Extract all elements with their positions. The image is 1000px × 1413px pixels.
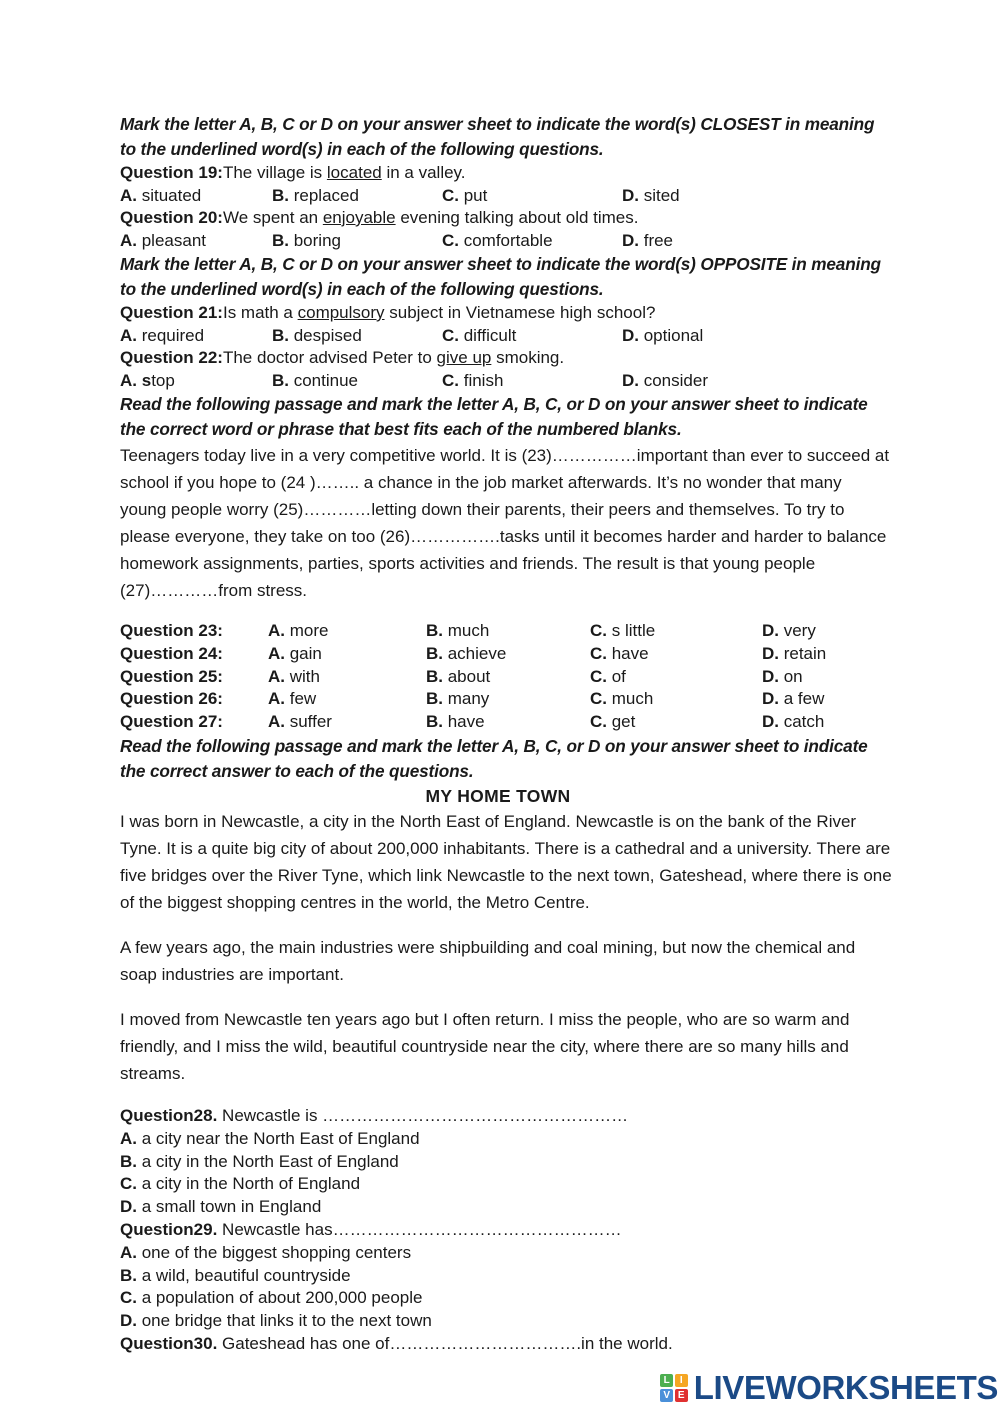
option-b[interactable] bbox=[272, 370, 442, 393]
question-24-row bbox=[120, 643, 892, 666]
instruction-cloze-passage: Read the following passage and mark the letter A, B, C, or D on your answer sheet to indicate the correct word or phrase that best fits each of the numbered blanks. bbox=[120, 394, 868, 439]
question-20-options bbox=[120, 230, 892, 253]
option-d[interactable] bbox=[762, 666, 803, 689]
option-a-letter: A. bbox=[120, 1128, 137, 1148]
option-a[interactable] bbox=[268, 688, 426, 711]
question-23-row bbox=[120, 620, 892, 643]
option-a-text: a city near the North East of England bbox=[137, 1128, 420, 1148]
logo-block-l: L bbox=[660, 1374, 673, 1387]
option-d-text: retain bbox=[779, 643, 827, 663]
question-22-underlined: give up bbox=[436, 348, 492, 367]
option-b-text: replaced bbox=[289, 185, 359, 205]
question-20-stem bbox=[120, 207, 892, 230]
option-c-letter: C. bbox=[590, 712, 607, 732]
option-a[interactable] bbox=[268, 620, 426, 643]
option-d[interactable] bbox=[762, 711, 824, 734]
option-b[interactable] bbox=[426, 688, 590, 711]
question-22-label: Question 22: bbox=[120, 348, 223, 367]
option-d-text: sited bbox=[639, 185, 680, 205]
question-23-label: Question 23: bbox=[120, 621, 223, 640]
cloze-passage-text: Teenagers today live in a very competitive world. It is (23)……………important than ever to succeed at school if you hope to (24 )…….. a chance in the job market afterwards. It’s no wonder that many young people worry (25)…………letting down their parents, their peers and themselves. To try to please everyone, they take on too (26)…………….tasks until it becomes harder and harder to balance homework assignments, parties, sports activities and friends. The result is that young people (27)…………from stress. bbox=[120, 446, 890, 600]
option-a-letter: A. bbox=[268, 621, 285, 640]
option-a-letter: A. bbox=[268, 689, 285, 709]
option-d-text: very bbox=[779, 621, 816, 640]
option-d-text: on bbox=[779, 666, 803, 686]
logo-block-e: E bbox=[675, 1389, 688, 1402]
option-a-text: more bbox=[285, 621, 329, 640]
question-26-row bbox=[120, 688, 892, 711]
question-21-label: Question 21: bbox=[120, 303, 223, 322]
option-a-text: pleasant bbox=[137, 230, 206, 250]
option-c-letter: C. bbox=[590, 666, 607, 686]
question-30-label: Question30. bbox=[120, 1333, 218, 1353]
question-27-row bbox=[120, 711, 892, 734]
option-c-text: comfortable bbox=[459, 230, 553, 250]
question-25-label: Question 25: bbox=[120, 666, 223, 686]
liveworksheets-logo[interactable] bbox=[660, 1369, 998, 1407]
option-a-letter: A. bbox=[268, 666, 285, 686]
option-c-text: much bbox=[607, 689, 654, 709]
option-b-text: have bbox=[443, 712, 485, 732]
option-d-text: optional bbox=[639, 325, 704, 345]
question-25-row bbox=[120, 666, 892, 689]
option-b-letter: B. bbox=[426, 712, 443, 732]
option-a[interactable] bbox=[120, 325, 272, 348]
question-19-stem-after: in a valley. bbox=[381, 163, 466, 182]
question-26-label: Question 26: bbox=[120, 689, 223, 709]
reading-paragraph-2: A few years ago, the main industries were shipbuilding and coal mining, but now the chemical and soap industries are important. bbox=[120, 937, 856, 984]
option-b[interactable] bbox=[426, 666, 590, 689]
option-c-text: get bbox=[607, 712, 636, 732]
logo-wordmark: LIVEWORKSHEETS bbox=[693, 1369, 998, 1406]
option-a[interactable] bbox=[120, 230, 272, 253]
question-19-label: Question 19: bbox=[120, 163, 223, 182]
option-c-text: difficult bbox=[459, 325, 517, 345]
option-b-letter: B. bbox=[120, 1265, 137, 1285]
option-a-text: top bbox=[151, 370, 175, 390]
option-d-text: consider bbox=[639, 370, 708, 390]
option-a-letter: A. bbox=[120, 230, 137, 250]
option-d-letter: D. bbox=[762, 712, 779, 732]
option-c[interactable] bbox=[590, 620, 762, 643]
option-c-letter: C. bbox=[442, 185, 459, 205]
question-29-option-b[interactable] bbox=[120, 1265, 892, 1288]
reading-paragraph-3: I moved from Newcastle ten years ago but I often return. I miss the people, who are so warm and friendly, and I miss the wild, beautiful countryside near the city, where there are so many hills and streams. bbox=[120, 1009, 850, 1083]
option-b-text: continue bbox=[289, 370, 358, 390]
option-a-text: required bbox=[137, 325, 205, 345]
option-d-letter: D. bbox=[762, 666, 779, 686]
question-29-option-a[interactable] bbox=[120, 1242, 892, 1265]
option-c-letter: C. bbox=[442, 230, 459, 250]
option-a-text: with bbox=[285, 666, 320, 686]
option-a[interactable] bbox=[268, 666, 426, 689]
option-a-letter: A. bbox=[268, 643, 285, 663]
question-29-stem-text: Newcastle has…………………………………………… bbox=[217, 1219, 622, 1239]
option-b[interactable] bbox=[272, 185, 442, 208]
option-c[interactable] bbox=[590, 666, 762, 689]
option-d[interactable] bbox=[762, 688, 824, 711]
question-28-option-a[interactable] bbox=[120, 1128, 892, 1151]
option-c-text: s little bbox=[607, 621, 656, 640]
option-d-text: a small town in England bbox=[137, 1197, 322, 1217]
option-b-letter: B. bbox=[272, 185, 289, 205]
option-b[interactable] bbox=[426, 620, 590, 643]
question-28-stem bbox=[120, 1105, 892, 1128]
question-29-label: Question29. bbox=[120, 1219, 218, 1239]
option-a-letter: A. s bbox=[120, 370, 152, 390]
question-20-stem-before: We spent an bbox=[222, 208, 323, 227]
question-20-underlined: enjoyable bbox=[322, 208, 396, 227]
option-a[interactable] bbox=[120, 185, 272, 208]
logo-block-i: I bbox=[675, 1374, 688, 1387]
option-d-letter: D. bbox=[762, 621, 779, 640]
question-29-option-c[interactable] bbox=[120, 1287, 892, 1310]
option-b[interactable] bbox=[272, 325, 442, 348]
option-b-text: achieve bbox=[443, 643, 507, 663]
option-c-text: a city in the North of England bbox=[137, 1174, 361, 1194]
option-a-text: suffer bbox=[285, 712, 332, 732]
option-a-letter: A. bbox=[120, 185, 137, 205]
option-b-text: many bbox=[443, 689, 490, 709]
option-d[interactable] bbox=[762, 643, 826, 666]
option-b-text: about bbox=[443, 666, 491, 686]
option-b-text: much bbox=[443, 621, 490, 640]
option-b-letter: B. bbox=[426, 643, 443, 663]
option-d-letter: D. bbox=[762, 643, 779, 663]
logo-block-v: V bbox=[660, 1389, 673, 1402]
option-d-text: catch bbox=[779, 712, 825, 732]
option-c-letter: C. bbox=[120, 1288, 137, 1308]
logo-blocks-icon bbox=[660, 1374, 688, 1402]
question-22-stem-after: smoking. bbox=[491, 348, 565, 367]
option-d-text: one bridge that links it to the next town bbox=[137, 1311, 432, 1331]
question-21-underlined: compulsory bbox=[297, 303, 385, 322]
question-21-stem-before: Is math a bbox=[222, 303, 298, 322]
option-c-letter: C. bbox=[442, 325, 459, 345]
option-c[interactable] bbox=[590, 711, 762, 734]
option-b[interactable] bbox=[426, 643, 590, 666]
option-b-letter: B. bbox=[272, 230, 289, 250]
option-d-letter: D. bbox=[622, 230, 639, 250]
option-d-letter: D. bbox=[622, 185, 639, 205]
option-b-letter: B. bbox=[272, 370, 289, 390]
option-d-letter: D. bbox=[120, 1197, 137, 1217]
option-c-letter: C. bbox=[442, 370, 459, 390]
question-20-label: Question 20: bbox=[120, 208, 223, 227]
option-a-text: one of the biggest shopping centers bbox=[137, 1242, 412, 1262]
option-d-letter: D. bbox=[622, 325, 639, 345]
option-a-text: situated bbox=[137, 185, 202, 205]
option-a-letter: A. bbox=[120, 325, 137, 345]
option-c[interactable] bbox=[442, 370, 622, 393]
question-24-label: Question 24: bbox=[120, 643, 223, 663]
question-19-stem bbox=[120, 162, 892, 185]
option-c-text: of bbox=[607, 666, 626, 686]
question-19-underlined: located bbox=[326, 163, 382, 182]
option-c[interactable] bbox=[590, 688, 762, 711]
question-21-options bbox=[120, 325, 892, 348]
question-28-label: Question28. bbox=[120, 1105, 218, 1125]
option-c[interactable] bbox=[442, 230, 622, 253]
question-28-option-b[interactable] bbox=[120, 1151, 892, 1174]
option-b-letter: B. bbox=[426, 689, 443, 709]
question-19-options bbox=[120, 185, 892, 208]
question-22-stem bbox=[120, 347, 892, 370]
question-21-stem-after: subject in Vietnamese high school? bbox=[384, 303, 656, 322]
instruction-closest-meaning: Mark the letter A, B, C or D on your answer sheet to indicate the word(s) CLOSEST in meaning to the underlined word(s) in each of the following questions. bbox=[120, 114, 875, 159]
instruction-reading-comprehension: Read the following passage and mark the letter A, B, C, or D on your answer sheet to indicate the correct answer to each of the questions. bbox=[120, 735, 868, 781]
question-28-option-c[interactable] bbox=[120, 1173, 892, 1196]
option-c-letter: C. bbox=[590, 621, 607, 640]
option-d[interactable] bbox=[622, 325, 703, 348]
option-b-text: a wild, beautiful countryside bbox=[137, 1265, 351, 1285]
option-d-letter: D. bbox=[622, 370, 639, 390]
question-29-stem bbox=[120, 1219, 892, 1242]
question-30-stem bbox=[120, 1333, 892, 1356]
question-27-label: Question 27: bbox=[120, 712, 223, 732]
option-c[interactable] bbox=[442, 325, 622, 348]
option-c[interactable] bbox=[442, 185, 622, 208]
option-d-text: free bbox=[639, 230, 674, 250]
question-20-stem-after: evening talking about old times. bbox=[395, 208, 639, 227]
option-b[interactable] bbox=[426, 711, 590, 734]
option-c-letter: C. bbox=[120, 1174, 137, 1194]
option-a[interactable] bbox=[120, 370, 272, 393]
question-22-options bbox=[120, 370, 892, 393]
option-b[interactable] bbox=[272, 230, 442, 253]
option-a-letter: A. bbox=[120, 1242, 137, 1262]
option-c-text: put bbox=[459, 185, 488, 205]
option-a-text: few bbox=[285, 689, 317, 709]
option-c-text: finish bbox=[459, 370, 504, 390]
option-b-text: despised bbox=[289, 325, 362, 345]
option-b-text: boring bbox=[289, 230, 341, 250]
option-d[interactable] bbox=[762, 620, 816, 643]
option-b-letter: B. bbox=[426, 621, 443, 640]
question-21-stem bbox=[120, 302, 892, 325]
option-d-letter: D. bbox=[120, 1311, 137, 1331]
question-22-stem-before: The doctor advised Peter to bbox=[222, 348, 437, 367]
option-a-text: gain bbox=[285, 643, 322, 663]
option-d[interactable] bbox=[622, 370, 708, 393]
option-c[interactable] bbox=[590, 643, 762, 666]
question-19-stem-before: The village is bbox=[222, 163, 327, 182]
option-d-letter: D. bbox=[762, 689, 779, 709]
reading-passage-title: MY HOME TOWN bbox=[425, 785, 571, 806]
option-b-letter: B. bbox=[120, 1151, 137, 1171]
option-d-text: a few bbox=[779, 689, 825, 709]
option-a[interactable] bbox=[268, 711, 426, 734]
question-29-option-d[interactable] bbox=[120, 1310, 892, 1333]
option-d[interactable] bbox=[622, 185, 680, 208]
option-b-letter: B. bbox=[426, 666, 443, 686]
option-a[interactable] bbox=[268, 643, 426, 666]
option-c-text: a population of about 200,000 people bbox=[137, 1288, 423, 1308]
question-28-stem-text: Newcastle is ……………………………………………… bbox=[217, 1105, 629, 1125]
option-d[interactable] bbox=[622, 230, 673, 253]
option-b-letter: B. bbox=[272, 325, 289, 345]
option-a-letter: A. bbox=[268, 712, 285, 732]
option-c-letter: C. bbox=[590, 643, 607, 663]
option-c-letter: C. bbox=[590, 689, 607, 709]
reading-paragraph-1: I was born in Newcastle, a city in the North East of England. Newcastle is on the bank of the River Tyne. It is a quite big city of about 200,000 inhabitants. There is a cathedral and a university. There are five bridges over the River Tyne, which link Newcastle to the next town, Gateshead, where there is one of the biggest shopping centres in the world, the Metro Centre. bbox=[120, 811, 892, 912]
question-30-stem-text: Gateshead has one of…………………………….in the world. bbox=[217, 1333, 673, 1353]
option-b-text: a city in the North East of England bbox=[137, 1151, 399, 1171]
option-c-text: have bbox=[607, 643, 649, 663]
instruction-opposite-meaning: Mark the letter A, B, C or D on your answer sheet to indicate the word(s) OPPOSITE in meaning to the underlined word(s) in each of the following questions. bbox=[120, 254, 881, 299]
question-28-option-d[interactable] bbox=[120, 1196, 892, 1219]
